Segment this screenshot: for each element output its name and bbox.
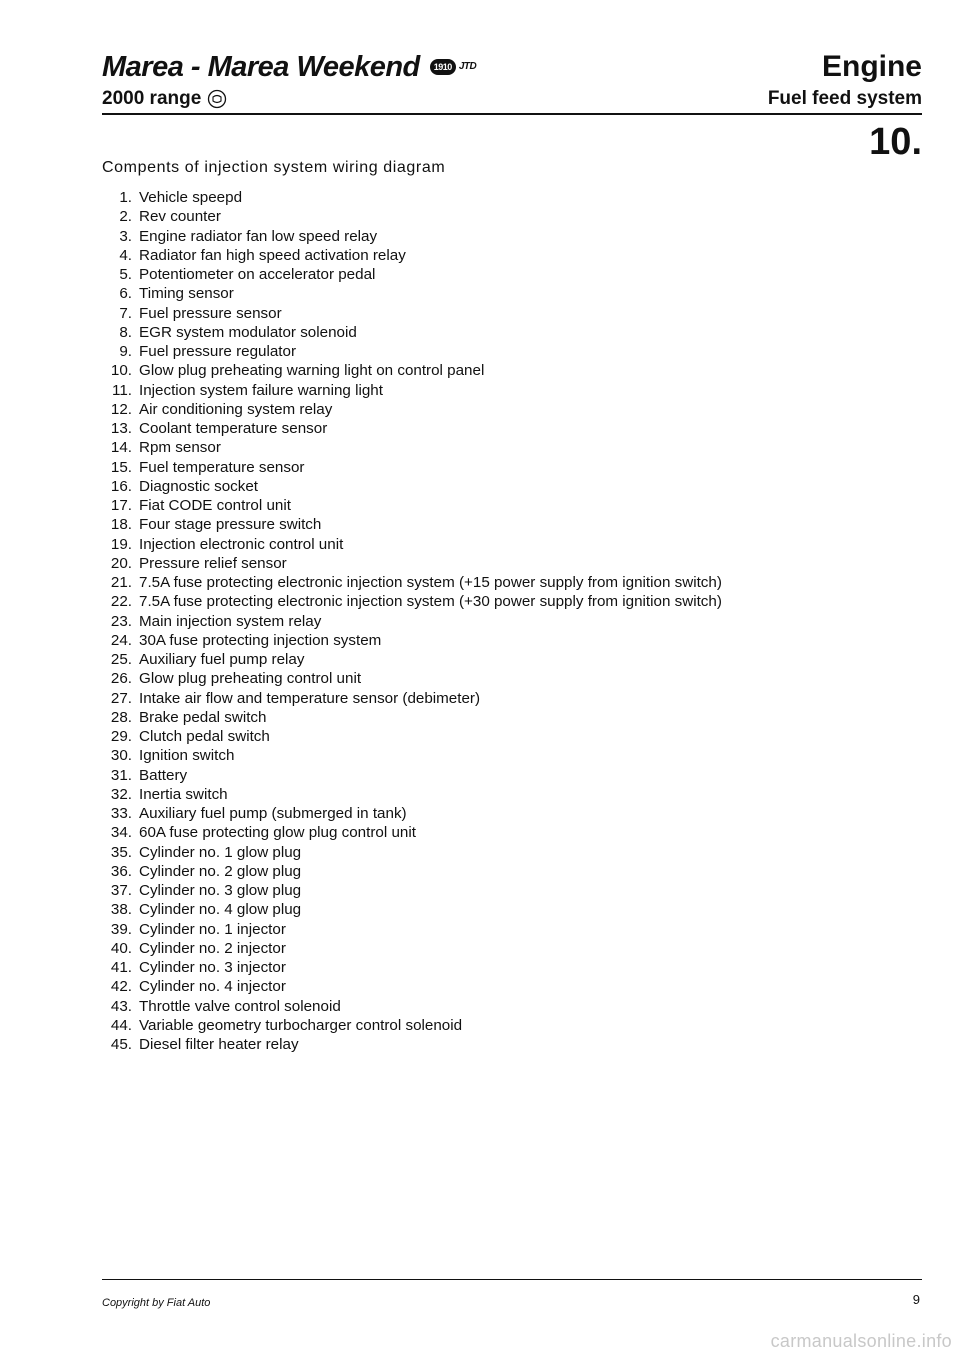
list-item <box>102 515 722 534</box>
item-number: 28. <box>110 708 132 726</box>
item-text: Brake pedal switch <box>139 708 267 726</box>
item-text: Glow plug preheating warning light on control panel <box>139 362 485 380</box>
item-number: 41. <box>110 959 132 976</box>
item-text: Variable geometry turbocharger control solenoid <box>139 1016 463 1034</box>
list-item <box>102 631 722 650</box>
item-text: Engine radiator fan low speed relay <box>139 227 378 245</box>
list-item <box>102 438 722 457</box>
list-item <box>102 477 722 496</box>
item-text: Fuel pressure regulator <box>139 343 297 360</box>
item-number: 1. <box>119 189 132 206</box>
item-number: 2. <box>119 208 132 226</box>
list-item <box>102 573 722 592</box>
item-number: 10. <box>110 362 132 380</box>
item-text: Cylinder no. 2 glow plug <box>139 862 302 880</box>
item-number: 43. <box>110 997 132 1015</box>
list-item <box>102 265 722 284</box>
list-item <box>102 188 722 207</box>
item-text: Glow plug preheating control unit <box>139 670 362 688</box>
item-text: Diesel filter heater relay <box>139 1036 299 1053</box>
item-text: 60A fuse protecting glow plug control unit <box>139 824 416 842</box>
item-text: Throttle valve control solenoid <box>139 997 341 1015</box>
item-text: Cylinder no. 1 injector <box>139 920 286 938</box>
list-item <box>102 284 722 303</box>
model-name: Marea - Marea Weekend <box>102 51 420 83</box>
page-number: 9 <box>912 1292 920 1307</box>
list-item <box>102 823 722 842</box>
item-text: Cylinder no. 4 glow plug <box>139 901 302 919</box>
list-item <box>102 592 722 611</box>
item-number: 29. <box>110 728 132 745</box>
list-item <box>102 612 722 631</box>
list-item <box>102 496 722 515</box>
list-item <box>102 381 722 400</box>
list-item <box>102 400 722 419</box>
item-number: 37. <box>110 882 132 899</box>
item-text: Potentiometer on accelerator pedal <box>139 266 376 283</box>
item-text: Air conditioning system relay <box>139 400 333 418</box>
item-number: 39. <box>110 920 132 938</box>
item-text: Timing sensor <box>139 285 234 303</box>
item-number: 44. <box>110 1016 132 1034</box>
item-text: Battery <box>139 766 188 784</box>
page-heading: Compents of injection system wiring diagram <box>102 159 446 176</box>
item-text: Inertia switch <box>139 785 228 803</box>
item-number: 20. <box>110 554 132 572</box>
item-number: 5. <box>119 266 132 283</box>
engine-badge <box>430 50 476 84</box>
item-number: 25. <box>110 651 132 668</box>
item-number: 38. <box>110 901 132 919</box>
item-number: 40. <box>110 939 132 957</box>
item-text: Cylinder no. 3 injector <box>139 959 286 976</box>
list-item <box>102 977 722 996</box>
item-number: 7. <box>119 304 132 322</box>
item-text: 7.5A fuse protecting electronic injection system (+15 power supply from ignition switch) <box>139 574 722 591</box>
list-item <box>102 207 722 226</box>
item-text: Coolant temperature sensor <box>139 420 328 437</box>
list-item <box>102 689 722 708</box>
range-logo-icon <box>207 89 227 109</box>
item-number: 16. <box>110 477 132 495</box>
list-item <box>102 900 722 919</box>
item-number: 15. <box>110 458 132 476</box>
range-line <box>102 86 476 112</box>
list-item <box>102 862 722 881</box>
component-list <box>102 188 722 1054</box>
engine-type-label: JTD <box>458 61 477 72</box>
range-label: 2000 range <box>102 88 202 109</box>
list-item <box>102 650 722 669</box>
item-text: Pressure relief sensor <box>139 554 287 572</box>
item-number: 32. <box>110 785 132 803</box>
list-item <box>102 1016 722 1035</box>
copyright-text: Copyright by Fiat Auto <box>102 1297 211 1309</box>
item-text: Radiator fan high speed activation relay <box>139 246 406 264</box>
item-text: Auxiliary fuel pump (submerged in tank) <box>139 805 407 822</box>
item-text: Diagnostic socket <box>139 477 259 495</box>
item-text: Cylinder no. 1 glow plug <box>139 843 302 861</box>
item-number: 3. <box>119 227 132 245</box>
list-item <box>102 342 722 361</box>
list-item <box>102 227 722 246</box>
watermark: carmanualsonline.info <box>770 1331 952 1351</box>
item-number: 45. <box>110 1036 132 1053</box>
item-text: EGR system modulator solenoid <box>139 323 357 341</box>
section-title: Engine <box>821 50 922 83</box>
item-text: Rev counter <box>139 208 221 226</box>
list-item <box>102 361 722 380</box>
item-text: Injection electronic control unit <box>139 535 344 553</box>
item-text: Injection system failure warning light <box>139 381 383 399</box>
list-item <box>102 746 722 765</box>
item-number: 33. <box>110 805 132 822</box>
list-item <box>102 1035 722 1054</box>
item-text: Rpm sensor <box>139 439 221 457</box>
page-header-left <box>102 50 476 112</box>
item-number: 31. <box>110 766 132 784</box>
subsection-title: Fuel feed system <box>767 88 922 109</box>
list-item <box>102 458 722 477</box>
item-number: 17. <box>110 497 132 514</box>
list-item <box>102 323 722 342</box>
item-number: 8. <box>119 323 132 341</box>
item-number: 22. <box>110 593 132 611</box>
item-number: 27. <box>110 689 132 707</box>
list-item <box>102 804 722 823</box>
list-item <box>102 939 722 958</box>
item-number: 6. <box>119 285 132 303</box>
footer-divider <box>102 1279 922 1280</box>
list-item <box>102 554 722 573</box>
list-item <box>102 708 722 727</box>
item-number: 34. <box>110 824 132 842</box>
item-text: Cylinder no. 2 injector <box>139 939 286 957</box>
chapter-number: 10. <box>869 121 922 163</box>
item-number: 30. <box>110 747 132 765</box>
item-number: 19. <box>110 535 132 553</box>
item-number: 9. <box>119 343 132 360</box>
list-item <box>102 881 722 900</box>
item-number: 21. <box>110 574 132 591</box>
item-text: Cylinder no. 4 injector <box>139 978 286 996</box>
list-item <box>102 727 722 746</box>
item-text: 7.5A fuse protecting electronic injection system (+30 power supply from ignition switch) <box>139 593 722 611</box>
item-number: 23. <box>110 612 132 630</box>
list-item <box>102 766 722 785</box>
item-text: Clutch pedal switch <box>139 728 270 745</box>
item-number: 18. <box>110 516 132 534</box>
item-text: Auxiliary fuel pump relay <box>139 651 305 668</box>
item-text: Ignition switch <box>139 747 235 765</box>
list-item <box>102 958 722 977</box>
item-number: 42. <box>110 978 132 996</box>
list-item <box>102 246 722 265</box>
list-item <box>102 785 722 804</box>
item-text: 30A fuse protecting injection system <box>139 631 382 649</box>
item-text: Cylinder no. 3 glow plug <box>139 882 302 899</box>
list-item <box>102 419 722 438</box>
item-text: Four stage pressure switch <box>139 516 322 534</box>
list-item <box>102 843 722 862</box>
item-text: Fuel temperature sensor <box>139 458 305 476</box>
engine-code-icon: 1910 <box>430 59 456 75</box>
item-number: 35. <box>110 843 132 861</box>
list-item <box>102 669 722 688</box>
item-number: 14. <box>110 439 132 457</box>
item-text: Vehicle speepd <box>139 189 243 206</box>
item-number: 26. <box>110 670 132 688</box>
list-item <box>102 997 722 1016</box>
item-number: 36. <box>110 862 132 880</box>
model-title <box>102 50 476 84</box>
item-text: Fuel pressure sensor <box>139 304 282 322</box>
item-number: 12. <box>110 400 132 418</box>
item-number: 13. <box>110 420 132 437</box>
item-number: 4. <box>119 246 132 264</box>
item-text: Fiat CODE control unit <box>139 497 291 514</box>
page-header-right <box>768 50 922 112</box>
item-number: 11. <box>112 381 132 399</box>
item-text: Main injection system relay <box>139 612 322 630</box>
list-item <box>102 535 722 554</box>
list-item <box>102 920 722 939</box>
list-item <box>102 304 722 323</box>
item-text: Intake air flow and temperature sensor (debimeter) <box>139 689 481 707</box>
item-number: 24. <box>110 631 132 649</box>
header-divider <box>102 113 922 115</box>
